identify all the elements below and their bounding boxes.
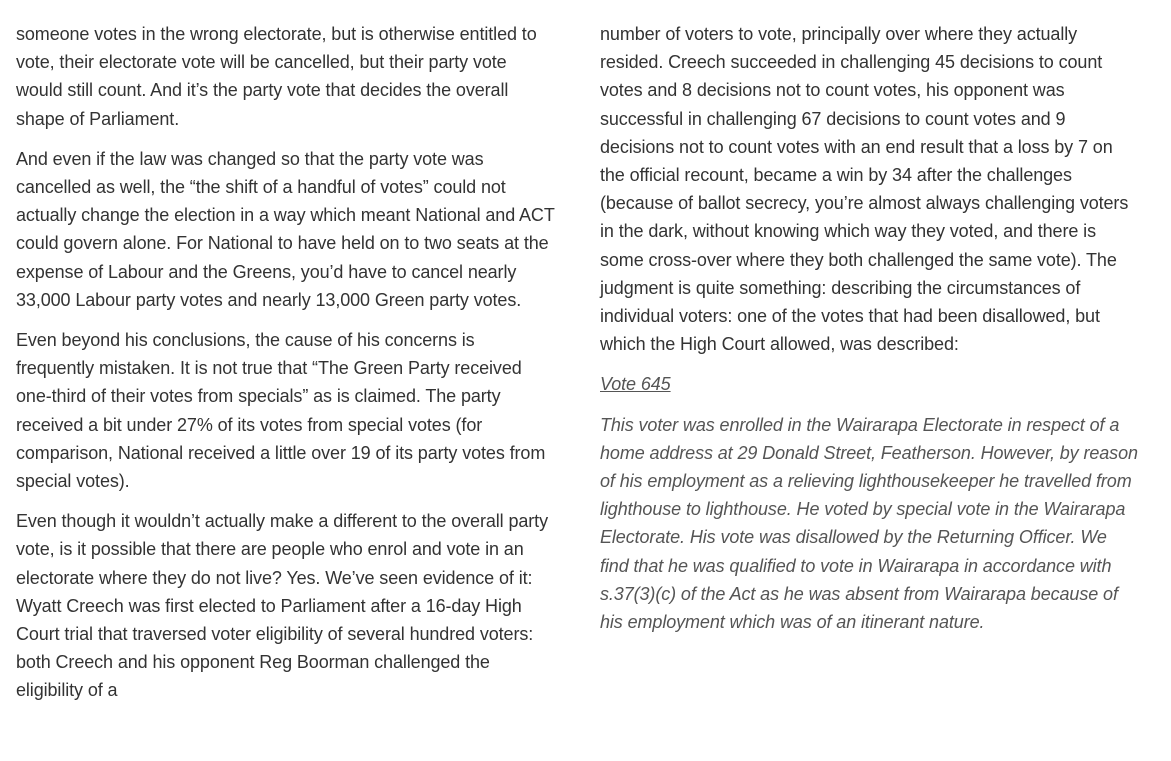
quote-paragraph: This voter was enrolled in the Wairarapa Electorate in respect of a home address at 29 Donald Street, Featherson. However, by reason of his employment as a relieving lighthousekeeper he travelled from lighthouse to lighthouse. He voted by special vote in the Wairarapa Electorate. His vote was disallowed by the Returning Officer. We find that he was qualified to vote in Wairarapa in accordance with s.37(3)(c) of the Act as he was absent from Wairarapa because of his employment which was of an itinerant nature.	[600, 414, 1138, 633]
left-column	[16, 20, 556, 717]
body-paragraph: Even though it wouldn’t actually make a different to the overall party vote, is it possible that there are people who enrol and vote in an electorate where they do not live? Yes. We’ve seen evidence of it: Wyatt Creech was first elected to Parliament after a 16-day High Court trial that traversed voter eligibility of several hundred voters: both Creech and his opponent Reg Boorman challenged the eligibility of a	[16, 511, 548, 701]
right-column	[600, 20, 1140, 648]
body-paragraph: someone votes in the wrong electorate, but is otherwise entitled to vote, their electorate vote will be cancelled, but their party vote would still count. And it’s the party vote that decides the overall shape of Parliament.	[16, 24, 537, 129]
body-paragraph: Even beyond his conclusions, the cause of his concerns is frequently mistaken. It is not true that “The Green Party received one-third of their votes from specials” as is claimed. The party received a bit under 27% of its votes from special votes (for comparison, National received a little over 19 of its party votes from special votes).	[16, 330, 546, 492]
body-paragraph: And even if the law was changed so that the party vote was cancelled as well, the “the shift of a handful of votes” could not actually change the election in a way which meant National and ACT could govern alone. For National to have held on to two seats at the expense of Labour and the Greens, you’d have to cancel nearly 33,000 Labour party votes and nearly 13,000 Green party votes.	[16, 148, 555, 310]
vote-heading: Vote 645	[600, 374, 671, 395]
body-paragraph: number of voters to vote, principally over where they actually resided. Creech succeeded in challenging 45 decisions to count votes and 8 decisions not to count votes, his opponent was successful in challenging 67 decisions to count votes and 9 decisions not to count votes with an end result that a loss by 7 on the official recount, became a win by 34 after the challenges (because of ballot secrecy, you’re almost always challenging voters in the dark, without knowing which way they voted, and there is some cross-over where they both challenged the same vote). The judgment is quite something: describing the circumstances of individual voters: one of the votes that had been disallowed, but which the High Court allowed, was described:	[600, 24, 1129, 355]
